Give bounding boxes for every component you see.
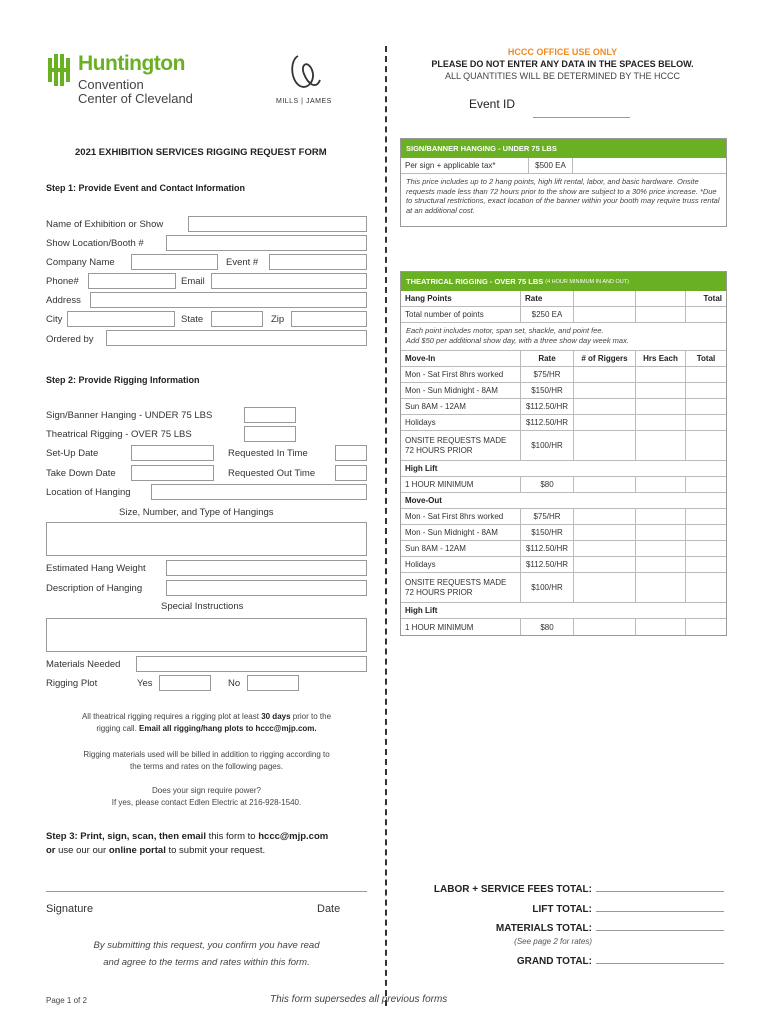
riggers-cell[interactable] [574, 557, 636, 572]
theatrical-panel [400, 271, 727, 636]
power-note [46, 785, 367, 809]
theatrical-label: Theatrical Rigging - OVER 75 LBS [46, 429, 192, 440]
grand-total-field[interactable] [596, 954, 724, 964]
note-text: prior to the [290, 712, 332, 721]
onsite-label [401, 431, 521, 460]
confirm-line2: and agree to the terms and rates within this form. [103, 957, 310, 968]
size-number-label: Size, Number, and Type of Hangings [119, 507, 274, 518]
hour-minimum-label: 1 HOUR MINIMUM [401, 619, 521, 635]
row-rate: $112.50/HR [521, 399, 574, 414]
takedown-date-field[interactable] [131, 465, 214, 481]
theatrical-header-note: (4 HOUR MINIMUM IN AND OUT) [545, 278, 629, 285]
row-rate: $75/HR [521, 367, 574, 382]
description-label: Description of Hanging [46, 583, 143, 594]
office-use-warning: PLEASE DO NOT ENTER ANY DATA IN THE SPACES BELOW. [431, 59, 694, 69]
row-label: Mon - Sun Midnight - 8AM [401, 525, 521, 540]
hour-minimum-label: 1 HOUR MINIMUM [401, 477, 521, 492]
sign-banner-panel-header: SIGN/BANNER HANGING - UNDER 75 LBS [401, 139, 726, 158]
point-price: $250 EA [521, 307, 574, 322]
note-text: Does your sign require power? [152, 786, 261, 795]
size-number-field[interactable] [46, 522, 367, 556]
huntington-logo-icon [46, 52, 74, 88]
setup-date-field[interactable] [131, 445, 214, 461]
rigging-plot-label: Rigging Plot [46, 678, 98, 689]
total-cell[interactable] [686, 431, 726, 460]
per-sign-label: Per sign + applicable tax* [401, 158, 529, 173]
theatrical-header-text: THEATRICAL RIGGING - OVER 75 LBS [406, 277, 544, 286]
requested-in-field[interactable] [335, 445, 367, 461]
labor-total [434, 882, 724, 895]
row-rate: $150/HR [521, 383, 574, 398]
total-cell[interactable] [686, 619, 726, 635]
blank-header [574, 291, 636, 306]
hang-points-header: Hang Points [401, 291, 521, 306]
row-label: Mon - Sat First 8hrs worked [401, 509, 521, 524]
step3-or: or [46, 845, 56, 856]
row-label: Mon - Sun Midnight - 8AM [401, 383, 521, 398]
hrs-cell[interactable] [636, 541, 686, 556]
move-in-row [401, 415, 726, 431]
total-points-label: Total number of points [401, 307, 521, 322]
event-num-field[interactable] [269, 254, 367, 270]
points-note [401, 323, 726, 351]
hrs-cell[interactable] [636, 557, 686, 572]
requested-in-label: Requested In Time [228, 448, 308, 459]
high-lift-label: High Lift [405, 464, 438, 473]
address-label: Address [46, 295, 81, 306]
hrs-cell[interactable] [636, 477, 686, 492]
riggers-cell[interactable] [574, 415, 636, 430]
riggers-cell[interactable] [574, 477, 636, 492]
move-in-row [401, 399, 726, 415]
row-rate: $150/HR [521, 525, 574, 540]
onsite-label [401, 573, 521, 602]
location-label: Location of Hanging [46, 487, 131, 498]
address-field[interactable] [90, 292, 367, 308]
total-cell[interactable] [686, 477, 726, 492]
step3-instructions [46, 830, 376, 858]
ordered-by-label: Ordered by [46, 334, 94, 345]
riggers-cell[interactable] [574, 399, 636, 414]
row-label: Holidays [401, 557, 521, 572]
signature-label: Signature [46, 903, 94, 915]
email-plots-link[interactable]: Email all rigging/hang plots to hccc@mjp.com. [139, 724, 317, 733]
onsite-line1: ONSITE REQUESTS MADE [405, 435, 507, 445]
office-use-subtitle: ALL QUANTITIES WILL BE DETERMINED BY THE HCCC [444, 71, 681, 81]
form-title: 2021 EXHIBITION SERVICES RIGGING REQUEST FORM [75, 147, 327, 158]
dashed-divider [385, 46, 387, 1006]
sign-total-cell[interactable] [573, 158, 726, 173]
step3-heading: Step 3: Print, sign, scan, then email [46, 831, 206, 842]
total-cell[interactable] [686, 399, 726, 414]
high-lift-label: High Lift [405, 606, 438, 615]
office-use-header [400, 46, 725, 82]
onsite-row [401, 573, 726, 603]
total-cell[interactable] [686, 573, 726, 602]
rigging-plot-note [46, 711, 367, 735]
onsite-rate: $100/HR [521, 431, 574, 460]
points-cell[interactable] [574, 307, 636, 322]
riggers-cell[interactable] [574, 509, 636, 524]
row-label: Mon - Sat First 8hrs worked [401, 367, 521, 382]
confirm-note [46, 937, 367, 971]
office-use-title: HCCC OFFICE USE ONLY [507, 47, 618, 57]
state-label: State [181, 314, 204, 325]
labor-total-label: LABOR + SERVICE FEES TOTAL: [433, 884, 592, 895]
move-out-header: Move-Out [405, 496, 442, 505]
row-rate: $112.50/HR [521, 541, 574, 556]
sign-price-row [401, 158, 726, 174]
row-rate: $112.50/HR [521, 557, 574, 572]
sign-price: $500 EA [529, 158, 573, 173]
theatrical-field[interactable] [244, 426, 296, 442]
logo-line3: Center of Cleveland [78, 91, 193, 106]
move-out-header-row [401, 493, 726, 509]
zip-field[interactable] [291, 311, 367, 327]
state-field[interactable] [211, 311, 263, 327]
mills-james-logo-icon [286, 50, 326, 96]
onsite-line2: 72 HOURS PRIOR [405, 445, 473, 455]
hrs-cell[interactable] [636, 383, 686, 398]
materials-total-label: MATERIALS TOTAL: [495, 923, 592, 934]
riggers-cell[interactable] [574, 541, 636, 556]
zip-label: Zip [271, 314, 285, 325]
row-label: Sun 8AM - 12AM [401, 399, 521, 414]
high-lift-row [401, 461, 726, 477]
partner-logo-text: MILLS | JAMES [276, 98, 332, 105]
note-text: If yes, please contact Edlen Electric at 216-928-1540. [111, 798, 302, 807]
lift-rate: $80 [521, 619, 574, 635]
event-id-label: Event ID [469, 97, 516, 111]
materials-total [496, 921, 724, 934]
note-text: Rigging materials used will be billed in addition to rigging according to [83, 750, 330, 759]
company-name-label: Company Name [46, 257, 115, 268]
hrs-cell[interactable] [636, 367, 686, 382]
hrs-cell[interactable] [636, 415, 686, 430]
points-note-line1: Each point includes motor, span set, shackle, and point fee. [406, 326, 604, 335]
move-out-row [401, 541, 726, 557]
move-in-row [401, 367, 726, 383]
online-portal-link[interactable]: online portal [108, 845, 166, 856]
onsite-row [401, 431, 726, 461]
riggers-cell[interactable] [574, 525, 636, 540]
note-text: the terms and rates on the following pages. [130, 762, 283, 771]
sign-banner-label: Sign/Banner Hanging - UNDER 75 LBS [46, 410, 213, 421]
logo-brand: Huntington [78, 52, 185, 75]
requested-out-label: Requested Out Time [228, 468, 316, 479]
hrs-cell[interactable] [636, 431, 686, 460]
note-emphasis: 30 days [261, 712, 291, 721]
total-cell[interactable] [686, 557, 726, 572]
city-field[interactable] [67, 311, 175, 327]
note-text: All theatrical rigging requires a rigging plot at least [81, 712, 262, 721]
hrs-cell[interactable] [636, 525, 686, 540]
page-number: Page 1 of 2 [46, 996, 87, 1005]
show-location-field[interactable] [166, 235, 367, 251]
theatrical-panel-header [401, 272, 726, 291]
rate-header: Rate [521, 291, 574, 306]
row-rate: $112.50/HR [521, 415, 574, 430]
company-name-field[interactable] [131, 254, 218, 270]
lift-rate: $80 [521, 477, 574, 492]
riggers-cell[interactable] [574, 573, 636, 602]
total-header: Total [696, 354, 716, 363]
hrs-cell[interactable] [636, 573, 686, 602]
no-field[interactable] [247, 675, 299, 691]
onsite-line2: 72 HOURS PRIOR [405, 587, 473, 597]
confirm-line1: By submitting this request, you confirm you have read [93, 940, 320, 951]
riggers-cell[interactable] [574, 619, 636, 635]
hang-points-header-row [401, 291, 726, 307]
lift-minimum-row [401, 477, 726, 493]
grand-total-label: GRAND TOTAL: [516, 956, 592, 967]
points-cell[interactable] [636, 307, 686, 322]
exhibition-name-field[interactable] [188, 216, 367, 232]
move-out-row [401, 557, 726, 573]
submit-email-link[interactable]: hccc@mjp.com [258, 831, 329, 842]
move-out-row [401, 509, 726, 525]
blank-header [636, 291, 686, 306]
lift-total-label: LIFT TOTAL: [532, 904, 592, 915]
points-total-cell[interactable] [686, 307, 726, 322]
grand-total [517, 954, 724, 967]
materials-total-field[interactable] [596, 921, 724, 931]
date-label: Date [317, 903, 341, 915]
city-label: City [46, 314, 63, 325]
onsite-line1: ONSITE REQUESTS MADE [405, 577, 507, 587]
materials-field[interactable] [136, 656, 367, 672]
signature-line[interactable] [46, 891, 367, 892]
email-field[interactable] [211, 273, 367, 289]
step3-text: use our our [55, 845, 109, 856]
total-cell[interactable] [686, 541, 726, 556]
exhibition-name-label: Name of Exhibition or Show [46, 219, 164, 230]
points-note-line2: Add $50 per additional show day, with a three show day week max. [406, 335, 629, 345]
show-location-label: Show Location/Booth # [46, 238, 144, 249]
materials-billing-note [46, 749, 367, 773]
step2-heading: Step 2: Provide Rigging Information [46, 375, 200, 385]
row-label: Sun 8AM - 12AM [401, 541, 521, 556]
step3-text: this form to [205, 831, 259, 842]
setup-date-label: Set-Up Date [46, 448, 99, 459]
location-field[interactable] [151, 484, 367, 500]
event-num-label: Event # [226, 257, 259, 268]
no-label: No [228, 678, 241, 689]
requested-out-field[interactable] [335, 465, 367, 481]
sign-banner-panel [400, 138, 727, 227]
hrs-cell[interactable] [636, 619, 686, 635]
step1-heading: Step 1: Provide Event and Contact Information [46, 183, 246, 193]
total-cell[interactable] [686, 509, 726, 524]
step3-text: to submit your request. [165, 845, 266, 856]
yes-label: Yes [137, 678, 153, 689]
special-field[interactable] [46, 618, 367, 652]
total-cell[interactable] [686, 525, 726, 540]
ordered-by-field[interactable] [106, 330, 367, 346]
riggers-cell[interactable] [574, 383, 636, 398]
logo-line2: Convention [78, 77, 144, 92]
hrs-cell[interactable] [636, 399, 686, 414]
total-cell[interactable] [686, 415, 726, 430]
email-label: Email [181, 276, 205, 287]
takedown-date-label: Take Down Date [46, 468, 116, 479]
onsite-rate: $100/HR [521, 573, 574, 602]
sign-banner-field[interactable] [244, 407, 296, 423]
total-cell[interactable] [686, 367, 726, 382]
move-in-header: Move-In [401, 351, 521, 366]
riggers-header: # of Riggers [574, 351, 636, 366]
high-lift-row [401, 603, 726, 619]
rate-header: Rate [521, 351, 574, 366]
riggers-cell[interactable] [574, 431, 636, 460]
riggers-cell[interactable] [574, 367, 636, 382]
yes-field[interactable] [159, 675, 211, 691]
est-weight-label: Estimated Hang Weight [46, 563, 146, 574]
labor-total-field[interactable] [596, 882, 724, 892]
move-out-row [401, 525, 726, 541]
lift-total-field[interactable] [596, 902, 724, 912]
hrs-cell[interactable] [636, 509, 686, 524]
total-header: Total [703, 294, 722, 303]
row-label: Holidays [401, 415, 521, 430]
phone-label: Phone# [46, 276, 79, 287]
event-id-line[interactable] [533, 117, 630, 118]
hrs-each-header: Hrs Each [636, 351, 686, 366]
description-field[interactable] [166, 580, 367, 596]
see-page-note: (See page 2 for rates) [514, 937, 592, 946]
supersedes-note: This form supersedes all previous forms [270, 994, 448, 1005]
phone-field[interactable] [88, 273, 176, 289]
move-in-row [401, 383, 726, 399]
total-points-row [401, 307, 726, 323]
row-rate: $75/HR [521, 509, 574, 524]
note-text: rigging call. [96, 724, 140, 733]
special-label: Special Instructions [161, 601, 244, 612]
materials-label: Materials Needed [46, 659, 121, 670]
lift-total [532, 902, 724, 915]
sign-panel-note: This price includes up to 2 hang points, high lift rental, labor, and basic hardware. Onsite requests made less than 72 hours prior to the show are subject to a 30% price increase. *Due to structural restrictions, exact location of the banner within your booth may require truss rental at an additional cost. [406, 177, 720, 215]
move-in-header-row [401, 351, 726, 367]
lift-minimum-row [401, 619, 726, 635]
total-cell[interactable] [686, 383, 726, 398]
est-weight-field[interactable] [166, 560, 367, 576]
